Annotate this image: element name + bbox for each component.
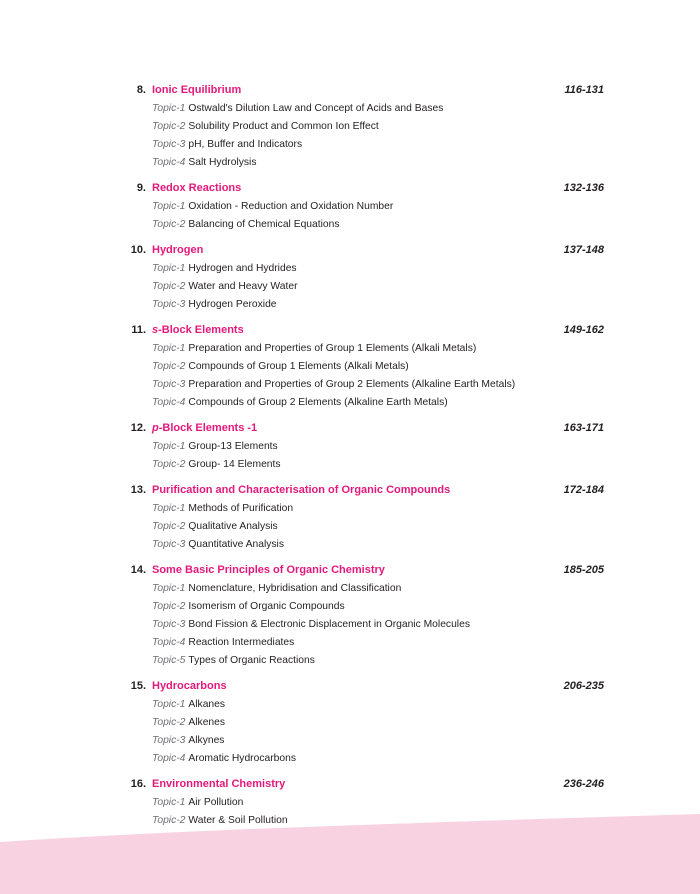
chapter-page-range: 163-171 (563, 422, 604, 434)
chapter-heading (0, 242, 700, 258)
topic-list (0, 580, 700, 670)
footer-wave-shape (0, 814, 700, 894)
chapter-title (152, 678, 227, 694)
topic-text: Solubility Product and Common Ion Effect (188, 121, 379, 132)
topic-label: Topic-2 (152, 815, 186, 826)
topic-label: Topic-5 (152, 655, 186, 666)
chapter-heading (0, 82, 700, 98)
topic-text: Isomerism of Organic Compounds (188, 601, 345, 612)
chapter-heading (0, 678, 700, 694)
topic-list (0, 500, 700, 554)
topic-label: Topic-4 (152, 157, 186, 168)
topic-text: Alkanes (188, 699, 226, 710)
chapter-heading (0, 482, 700, 498)
topic-text: Alkynes (188, 735, 225, 746)
topic-item (0, 714, 700, 732)
topic-item (0, 376, 700, 394)
chapter-title (152, 322, 244, 338)
topic-label: Topic-2 (152, 361, 186, 372)
topic-label: Topic-4 (152, 397, 186, 408)
chapter-title-text: Hydrocarbons (152, 680, 227, 692)
chapter-page-range: 236-246 (563, 778, 604, 790)
topic-label: Topic-3 (152, 139, 186, 150)
topic-list (0, 198, 700, 234)
topic-item (0, 652, 700, 670)
chapter-heading (0, 180, 700, 196)
topic-item (0, 340, 700, 358)
topic-list (0, 340, 700, 412)
topic-label: Topic-2 (152, 459, 186, 470)
chapter-number: 9. (136, 182, 146, 194)
topic-item (0, 260, 700, 278)
topic-text: Group- 14 Elements (188, 459, 281, 470)
topic-item (0, 580, 700, 598)
chapter-title (152, 242, 203, 258)
topic-item (0, 118, 700, 136)
topic-label: Topic-2 (152, 521, 186, 532)
topic-text: Preparation and Properties of Group 2 Elements (Alkaline Earth Metals) (188, 379, 516, 390)
topic-text: Ostwald's Dilution Law and Concept of Acids and Bases (188, 103, 444, 114)
topic-text: pH, Buffer and Indicators (188, 139, 303, 150)
topic-text: Reaction Intermediates (188, 637, 295, 648)
chapter-entry (0, 678, 700, 768)
topic-item (0, 154, 700, 172)
topic-label: Topic-4 (152, 753, 186, 764)
topic-item (0, 500, 700, 518)
chapter-entry (0, 562, 700, 670)
topic-item (0, 696, 700, 714)
topic-text: Bond Fission & Electronic Displacement in Organic Molecules (188, 619, 470, 630)
topic-text: Compounds of Group 1 Elements (Alkali Metals) (188, 361, 409, 372)
topic-text: Methods of Purification (188, 503, 294, 514)
topic-text: Water & Soil Pollution (188, 815, 288, 826)
topic-item (0, 634, 700, 652)
chapter-title (152, 482, 450, 498)
topic-label: Topic-3 (152, 299, 186, 310)
topic-label: Topic-1 (152, 441, 186, 452)
chapter-heading (0, 420, 700, 436)
topic-text: Quantitative Analysis (188, 539, 284, 550)
chapter-title-text: Hydrogen (152, 244, 204, 256)
chapter-title-text: Ionic Equilibrium (152, 84, 242, 96)
chapter-title (152, 420, 257, 436)
topic-text: Water and Heavy Water (188, 281, 298, 292)
topic-label: Topic-3 (152, 619, 186, 630)
topic-item (0, 216, 700, 234)
chapter-title (152, 180, 241, 196)
topic-text: Compounds of Group 2 Elements (Alkaline Earth Metals) (188, 397, 448, 408)
topic-text: Alkenes (188, 717, 226, 728)
chapter-page-range: 149-162 (563, 324, 604, 336)
chapter-title-text: Environmental Chemistry (152, 778, 286, 790)
chapter-entry (0, 242, 700, 314)
topic-list (0, 260, 700, 314)
topic-label: Topic-3 (152, 735, 186, 746)
topic-item (0, 750, 700, 768)
topic-item (0, 198, 700, 216)
chapter-title-text: -Block Elements -1 (158, 422, 258, 434)
chapter-title (152, 82, 241, 98)
topic-text: Air Pollution (188, 797, 244, 808)
topic-label: Topic-2 (152, 121, 186, 132)
footer-wave-band (0, 812, 700, 894)
topic-text: Group-13 Elements (188, 441, 278, 452)
topic-item (0, 794, 700, 812)
chapter-entry (0, 180, 700, 234)
topic-text: Qualitative Analysis (188, 521, 278, 532)
topic-label: Topic-1 (152, 797, 186, 808)
chapter-page-range: 206-235 (563, 680, 604, 692)
topic-label: Topic-1 (152, 503, 186, 514)
chapter-heading (0, 776, 700, 792)
topic-item (0, 616, 700, 634)
topic-label: Topic-1 (152, 201, 186, 212)
chapter-heading (0, 562, 700, 578)
topic-item (0, 456, 700, 474)
chapter-title (152, 562, 385, 578)
topic-item (0, 100, 700, 118)
chapter-title-prefix: s (152, 324, 159, 336)
chapter-number: 10. (130, 244, 146, 256)
chapter-entry (0, 82, 700, 172)
chapter-number: 11. (131, 324, 146, 336)
topic-text: Oxidation - Reduction and Oxidation Number (188, 201, 394, 212)
chapter-number: 15. (130, 680, 146, 692)
topic-item (0, 518, 700, 536)
chapter-page-range: 172-184 (563, 484, 604, 496)
topic-text: Balancing of Chemical Equations (188, 219, 340, 230)
topic-label: Topic-2 (152, 219, 186, 230)
topic-label: Topic-1 (152, 699, 186, 710)
chapter-entry (0, 322, 700, 412)
topic-item (0, 296, 700, 314)
topic-item (0, 598, 700, 616)
chapter-heading (0, 322, 700, 338)
topic-text: Preparation and Properties of Group 1 Elements (Alkali Metals) (188, 343, 477, 354)
topic-list (0, 100, 700, 172)
chapter-page-range: 137-148 (563, 244, 604, 256)
chapter-title-text: Some Basic Principles of Organic Chemistry (152, 564, 385, 576)
chapter-title-text: Redox Reactions (152, 182, 242, 194)
topic-label: Topic-1 (152, 103, 186, 114)
topic-label: Topic-1 (152, 583, 186, 594)
topic-label: Topic-1 (152, 263, 186, 274)
chapter-number: 8. (136, 84, 146, 96)
chapter-number: 13. (130, 484, 146, 496)
topic-label: Topic-4 (152, 637, 186, 648)
chapter-page-range: 185-205 (563, 564, 604, 576)
topic-text: Hydrogen and Hydrides (188, 263, 297, 274)
topic-item (0, 438, 700, 456)
chapter-number: 12. (130, 422, 146, 434)
topic-label: Topic-2 (152, 601, 186, 612)
topic-item (0, 536, 700, 554)
chapter-number: 16. (130, 778, 146, 790)
chapter-page-range: 116-131 (564, 84, 604, 96)
topic-list (0, 696, 700, 768)
topic-text: Salt Hydrolysis (188, 157, 257, 168)
table-of-contents (0, 82, 700, 838)
topic-item (0, 278, 700, 296)
chapter-title-text: -Block Elements (158, 324, 244, 336)
topic-label: Topic-2 (152, 717, 186, 728)
topic-list (0, 438, 700, 474)
chapter-title (152, 776, 285, 792)
topic-item (0, 358, 700, 376)
chapter-title-prefix: p (152, 422, 159, 434)
topic-item (0, 394, 700, 412)
topic-label: Topic-2 (152, 281, 186, 292)
topic-item (0, 732, 700, 750)
chapter-number: 14. (130, 564, 146, 576)
topic-text: Types of Organic Reactions (188, 655, 315, 666)
chapter-page-range: 132-136 (563, 182, 604, 194)
topic-item (0, 136, 700, 154)
topic-label: Topic-3 (152, 379, 186, 390)
chapter-title-text: Purification and Characterisation of Organic Compounds (152, 484, 451, 496)
chapter-entry (0, 482, 700, 554)
topic-label: Topic-3 (152, 539, 186, 550)
chapter-entry (0, 420, 700, 474)
topic-text: Hydrogen Peroxide (188, 299, 277, 310)
topic-text: Aromatic Hydrocarbons (188, 753, 296, 764)
topic-label: Topic-1 (152, 343, 186, 354)
topic-text: Nomenclature, Hybridisation and Classification (188, 583, 402, 594)
